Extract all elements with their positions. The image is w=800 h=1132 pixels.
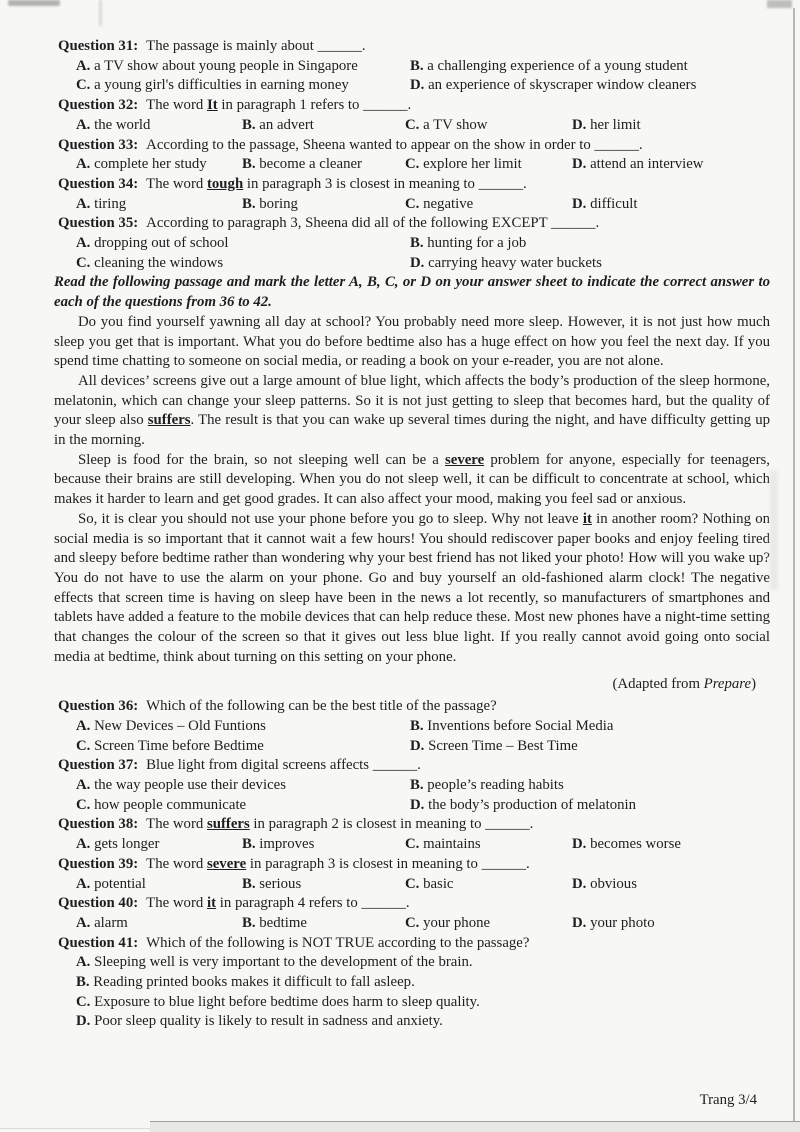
answer-option-a: A. Sleeping well is very important to the development of the brain. [76,954,473,971]
option-letter: A. [76,57,91,74]
text-segment: So, it is clear you should not use your phone before you go to sleep. Why not leave [78,510,583,527]
question-number-label: Question 40: [58,895,139,912]
text-segment: in paragraph 3 is closest in meaning to ______. [243,175,527,192]
scan-artifact-paper-edge-line [793,8,795,1122]
question-number-label: Question 31: [58,38,139,54]
underlined-word: tough [206,175,244,192]
text-segment: The word [146,816,207,833]
option-letter: D. [410,77,425,94]
answer-option-c: C. a young girl's difficulties in earning money [76,77,349,94]
answer-option-b: B. boring [242,195,298,212]
answer-option-b: B. improves [242,836,315,853]
option-letter: D. [572,875,587,892]
answer-option-a: A. the way people use their devices [76,777,286,794]
underlined-word: it [582,510,592,527]
answer-option-d: D. Screen Time – Best Time [410,737,578,754]
option-letter: C. [405,914,420,931]
scan-artifact-top-left-smudge [8,0,60,6]
answer-option-c: C. explore her limit [405,156,522,173]
text-segment: problem for anyone, especially for teenagers, because their brains are still developing. When you do not sleep well, it can be difficult to concentrate at school, which makes it harder to learn and get good grades. It can also affect your mood, making you feel sad or anxious. [54,451,770,508]
text-segment: in paragraph 4 refers to ______. [216,895,410,912]
answer-options [76,195,770,215]
option-letter: B. [410,777,424,794]
option-letter: A. [76,717,91,734]
answer-option-b: B. Inventions before Social Media [410,717,614,734]
question-block [51,136,770,175]
answer-option-d: D. her limit [572,116,641,133]
text-segment: According to the passage, Sheena wanted to appear on the show in order to ______. [146,136,643,153]
text-segment: The word [146,895,207,912]
answer-option-a: A. potential [76,875,146,892]
answer-options [76,776,770,815]
question-prompt [51,934,770,954]
underlined-word: severe [445,451,485,468]
adapted-suffix: ) [751,675,756,692]
underlined-word: severe [206,855,247,872]
option-letter: C. [405,875,420,892]
scan-artifact-bottom-edge [150,1121,800,1132]
question-number-label: Question 38: [58,816,139,833]
scan-artifact-top-streak [99,0,102,26]
answer-options [76,875,770,895]
answer-option-a: A. tiring [76,195,127,212]
text-segment: According to paragraph 3, Sheena did all of the following EXCEPT ______. [146,215,600,232]
answer-options [76,835,770,855]
text-segment: Sleep is food for the brain, so not sleeping well can be a [78,451,446,468]
answer-option-c: C. your phone [405,914,491,931]
question-number-label: Question 35: [58,215,139,232]
option-letter: C. [405,195,420,212]
answer-option-a: A. the world [76,116,151,133]
page-number: Trang 3/4 [699,1092,757,1108]
question-block [51,934,770,1033]
answer-option-a: A. complete her study [76,156,207,173]
option-letter: A. [76,836,91,853]
option-letter: B. [242,156,256,173]
text-segment: The word [146,97,207,114]
question-block [51,815,770,854]
answer-options [76,914,770,934]
adapted-source-title: Prepare [703,675,752,692]
underlined-word: it [206,895,217,912]
answer-option-b: B. people’s reading habits [410,777,564,794]
text-segment: The word [146,175,207,192]
reading-passage [51,313,770,668]
question-prompt [51,37,770,57]
option-letter: B. [242,875,256,892]
answer-option-c: C. Screen Time before Bedtime [76,737,264,754]
text-segment: Which of the following is NOT TRUE according to the passage? [146,934,530,951]
answer-option-a: A. a TV show about young people in Singapore [76,57,358,74]
answer-option-a: A. New Devices – Old Funtions [76,717,266,734]
answer-option-c: C. maintains [405,836,481,853]
answer-option-c: C. how people communicate [76,796,247,813]
passage-paragraph [51,510,770,668]
answer-option-b: B. an advert [242,116,314,133]
question-number-label: Question 36: [58,698,139,715]
questions-31-35 [51,37,770,273]
text-segment: The passage is mainly about ______. [146,38,366,54]
text-segment: Do you find yourself yawning all day at school? You probably need more sleep. However, it is not just how much sleep you get that is important. What you do before bedtime also has a huge effect on how you feel the next day. If you spend time chatting to someone on social media, or reading a book on your e-reader, you are not alone. [54,313,770,370]
answer-option-d: D. carrying heavy water buckets [410,254,602,271]
question-block [51,96,770,135]
text-segment: in paragraph 1 refers to ______. [217,97,412,114]
answer-option-a: A. gets longer [76,836,160,853]
option-letter: D. [410,254,425,271]
answer-option-d: D. your photo [572,914,655,931]
question-prompt [51,756,770,776]
question-number-label: Question 41: [58,934,139,951]
question-prompt [51,697,770,717]
answer-option-c: C. a TV show [405,116,488,133]
option-letter: D. [76,1013,91,1030]
answer-options [76,155,770,175]
question-block [51,894,770,933]
answer-option-b: B. become a cleaner [242,156,362,173]
passage-paragraph [51,451,770,510]
option-letter: C. [76,796,91,813]
option-letter: C. [405,836,420,853]
question-prompt [51,855,770,875]
option-letter: D. [572,836,587,853]
option-letter: D. [410,796,425,813]
option-letter: C. [405,116,420,133]
answer-option-c: C. basic [405,875,454,892]
option-letter: D. [572,914,587,931]
text-segment: Which of the following can be the best title of the passage? [146,698,497,715]
exam-content [51,37,770,1032]
underlined-word: suffers [147,412,191,429]
answer-options [76,116,770,136]
answer-option-b: B. serious [242,875,302,892]
answer-option-a: A. dropping out of school [76,235,229,252]
option-letter: B. [242,195,256,212]
option-letter: C. [76,993,91,1010]
answer-options [76,234,770,273]
option-letter: B. [410,717,424,734]
question-prompt [51,136,770,156]
option-letter: C. [405,156,420,173]
question-block [51,37,770,96]
question-prompt [51,894,770,914]
question-prompt [51,214,770,234]
option-letter: A. [76,777,91,794]
scan-artifact-top-right-smudge [767,0,792,8]
question-block [51,175,770,214]
scan-artifact-right-smudge [770,470,778,590]
adapted-prefix: (Adapted from [612,675,704,692]
question-block [51,756,770,815]
questions-36-41 [51,697,770,1032]
option-letter: D. [410,737,425,754]
question-number-label: Question 32: [58,97,139,114]
question-number-label: Question 37: [58,757,139,774]
scan-artifact-bottom-left-line [0,1128,150,1129]
option-letter: A. [76,156,91,173]
text-segment: . The result is that you can wake up several times during the night, and have difficulty getting up in the morning. [54,412,770,449]
text-segment: in another room? Nothing on social media is so important that it cannot wait a few hours! You should rediscover paper books and enjoy feeling tired and sleepy before bedtime rather than wondering why your best friend has not liked your photo! How will you wake up? You do not have to use the alarm on your phone. Go and buy yourself an old-fashioned alarm clock! The negative effects that screen time is having on sleep have been in the news a lot recently, so manufacturers of smartphones and tablets have added a feature to the mobile devices that can help reduce these. Most new phones have a night-time setting that changes the colour of the screen so that it gives out less blue light. If you really cannot avoid going onto social media at bedtime, think about turning on this setting on your phone. [54,510,771,665]
underlined-word: It [206,97,218,114]
answer-option-d: D. an experience of skyscraper window cleaners [410,77,697,94]
option-letter: A. [76,914,91,931]
answer-option-d: D. Poor sleep quality is likely to result in sadness and anxiety. [76,1013,443,1030]
answer-option-b: B. hunting for a job [410,235,527,252]
answer-option-d: D. attend an interview [572,156,704,173]
answer-option-d: D. obvious [572,875,637,892]
underlined-word: suffers [206,816,250,833]
answer-option-b: B. Reading printed books makes it difficult to fall asleep. [76,974,415,991]
text-segment: in paragraph 3 is closest in meaning to ______. [246,855,530,872]
question-prompt [51,175,770,195]
question-block [51,855,770,894]
section-instruction: Read the following passage and mark the letter A, B, C, or D on your answer sheet to indicate the correct answer to each of the questions from 36 to 42. [54,274,770,311]
option-letter: D. [572,156,587,173]
answer-option-d: D. the body’s production of melatonin [410,796,637,813]
option-letter: B. [410,235,424,252]
text-segment: in paragraph 2 is closest in meaning to ______. [249,816,534,833]
answer-option-b: B. a challenging experience of a young student [410,57,688,74]
option-letter: B. [242,914,256,931]
passage-paragraph [51,313,770,372]
question-block [51,214,770,273]
answer-option-d: D. difficult [572,195,638,212]
option-letter: A. [76,954,91,971]
option-letter: B. [242,836,256,853]
answer-option-c: C. cleaning the windows [76,254,224,271]
option-letter: B. [76,974,90,991]
answer-options [76,953,770,1032]
option-letter: B. [242,116,256,133]
answer-option-a: A. alarm [76,914,128,931]
option-letter: D. [572,195,587,212]
answer-option-c: C. Exposure to blue light before bedtime does harm to sleep quality. [76,993,480,1010]
answer-option-b: B. bedtime [242,914,307,931]
answer-option-c: C. negative [405,195,474,212]
answer-options [76,717,770,756]
question-number-label: Question 33: [58,136,139,153]
answer-option-d: D. becomes worse [572,836,681,853]
question-number-label: Question 34: [58,175,139,192]
option-letter: A. [76,116,91,133]
source-attribution [51,675,770,695]
question-prompt [51,815,770,835]
option-letter: B. [410,57,424,74]
option-letter: C. [76,737,91,754]
passage-paragraph [51,372,770,451]
text-segment: All devices’ screens give out a large amount of blue light, which affects the body’s production of the sleep hormone, melatonin, which can change your sleep patterns. So it is not just getting to sleep that becomes hard, but the quality of your sleep also [54,372,770,429]
option-letter: D. [572,116,587,133]
option-letter: C. [76,254,91,271]
question-block [51,697,770,756]
question-number-label: Question 39: [58,855,139,872]
option-letter: A. [76,235,91,252]
option-letter: C. [76,77,91,94]
answer-options [76,57,770,96]
text-segment: Blue light from digital screens affects ______. [146,757,421,774]
question-prompt [51,96,770,116]
text-segment: The word [146,855,207,872]
option-letter: A. [76,875,91,892]
option-letter: A. [76,195,91,212]
